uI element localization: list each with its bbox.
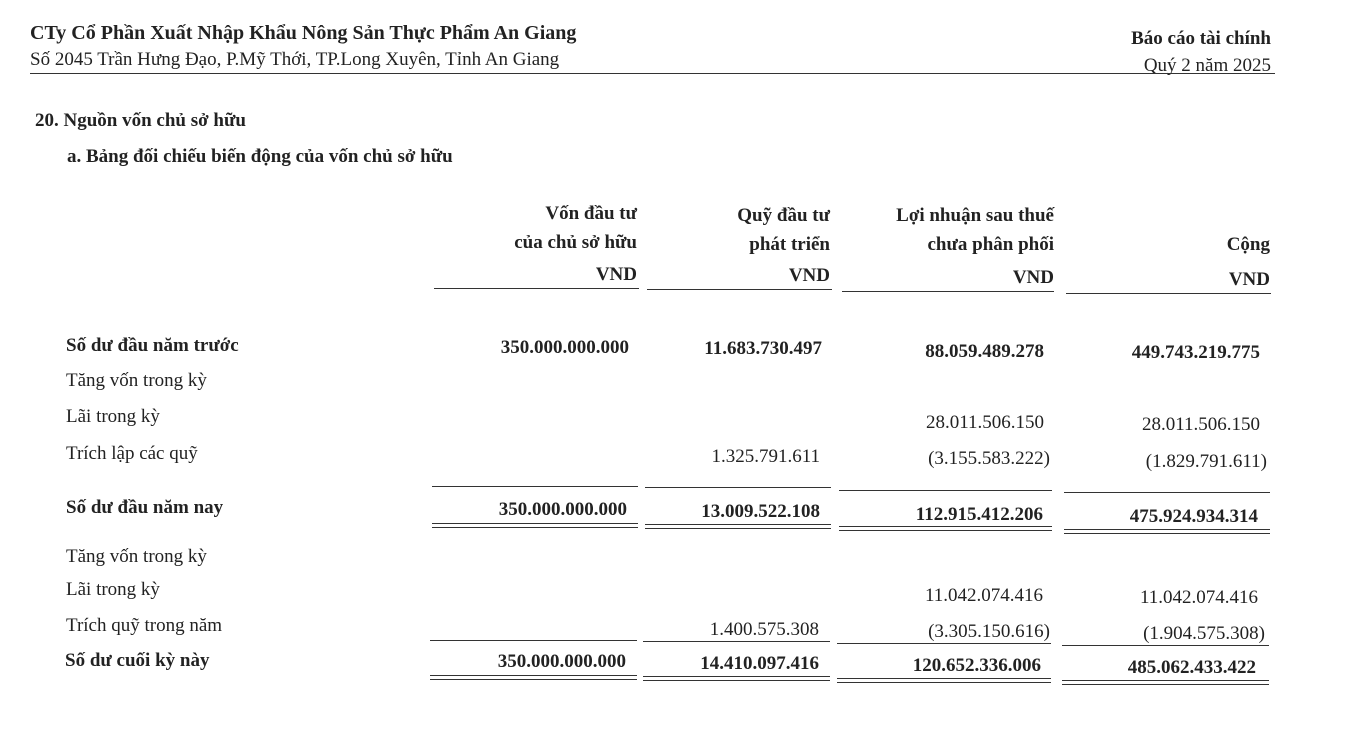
cell-value: 485.062.433.422 (1127, 657, 1256, 678)
header-underline (1066, 293, 1271, 294)
double-rule (432, 523, 638, 524)
double-rule (645, 528, 831, 529)
double-rule (839, 530, 1052, 531)
double-rule (645, 524, 831, 525)
cell-value: (1.904.575.308) (1143, 623, 1265, 644)
column-header-line2: chưa phân phối (927, 234, 1054, 255)
cell-value: (3.155.583.222) (928, 448, 1050, 469)
cell-value: 449.743.219.775 (1131, 342, 1260, 363)
subtotal-rule (432, 486, 638, 487)
cell-value: 112.915.412.206 (915, 504, 1043, 525)
column-unit: VND (595, 264, 637, 285)
column-unit: VND (1012, 267, 1054, 288)
cell-value: 350.000.000.000 (497, 651, 626, 672)
column-header-line2: của chủ sở hữu (514, 232, 637, 253)
column-header-line1: Vốn đầu tư (545, 203, 637, 224)
cell-value: 1.400.575.308 (709, 619, 819, 640)
double-rule (643, 680, 830, 681)
cell-value: 28.011.506.150 (1141, 414, 1260, 435)
header-rule (30, 73, 1275, 74)
column-header-line2: Cộng (1226, 234, 1270, 255)
cell-value: 13.009.522.108 (701, 501, 820, 522)
double-rule (1062, 680, 1269, 681)
company-name: CTy Cổ Phần Xuất Nhập Khẩu Nông Sản Thực Phẩm An Giang (30, 22, 577, 44)
column-header-owner-capital (514, 199, 637, 257)
double-rule (837, 678, 1051, 679)
section-title: 20. Nguồn vốn chủ sở hữu (35, 110, 246, 131)
report-title: Báo cáo tài chính (1131, 28, 1271, 49)
subtotal-rule (1064, 492, 1270, 493)
column-header-development-fund (737, 201, 830, 259)
cell-value: 28.011.506.150 (925, 412, 1044, 433)
subtotal-rule (837, 643, 1051, 644)
column-header-retained-earnings (896, 201, 1054, 259)
company-address: Số 2045 Trần Hưng Đạo, P.Mỹ Thới, TP.Long Xuyên, Tỉnh An Giang (30, 49, 560, 70)
cell-value: 350.000.000.000 (498, 499, 627, 520)
column-header-line2: phát triển (749, 234, 830, 255)
subtotal-rule (645, 487, 831, 488)
row-label-opening-prior-year: Số dư đầu năm trước (66, 335, 239, 356)
header-underline (842, 291, 1054, 292)
column-header-total (1227, 230, 1270, 259)
cell-value: 475.924.934.314 (1129, 506, 1258, 527)
cell-value: (1.829.791.611) (1145, 451, 1267, 472)
double-rule (1064, 533, 1270, 534)
subtotal-rule (1062, 645, 1269, 646)
row-label-opening-current-year: Số dư đầu năm nay (66, 497, 224, 518)
cell-value: 350.000.000.000 (500, 337, 629, 358)
section-subtitle: a. Bảng đối chiếu biến động của vốn chủ sở hữu (67, 146, 453, 167)
cell-value: 11.042.074.416 (924, 585, 1043, 606)
column-unit: VND (788, 265, 830, 286)
subtotal-rule (430, 640, 637, 641)
column-unit: VND (1228, 269, 1270, 290)
double-rule (432, 527, 638, 528)
subtotal-rule (839, 490, 1052, 491)
header-underline (434, 288, 639, 289)
cell-value: (3.305.150.616) (928, 621, 1050, 642)
row-label-fund-appropriation: Trích lập các quỹ (66, 443, 198, 464)
column-header-line1: Lợi nhuận sau thuế (896, 205, 1054, 226)
cell-value: 11.683.730.497 (704, 338, 822, 359)
cell-value: 1.325.791.611 (711, 446, 820, 467)
row-label-capital-increase: Tăng vốn trong kỳ (66, 546, 207, 567)
column-header-line1: Quỹ đầu tư (737, 205, 830, 226)
cell-value: 88.059.489.278 (925, 341, 1044, 362)
double-rule (837, 682, 1051, 683)
double-rule (1062, 684, 1269, 685)
cell-value: 14.410.097.416 (700, 653, 819, 674)
cell-value: 120.652.336.006 (912, 655, 1041, 676)
double-rule (839, 526, 1052, 527)
cell-value: 11.042.074.416 (1139, 587, 1258, 608)
row-label-profit-in-period: Lãi trong kỳ (66, 406, 160, 427)
double-rule (643, 676, 830, 677)
row-label-profit-in-period: Lãi trong kỳ (66, 579, 160, 600)
subtotal-rule (643, 641, 830, 642)
header-underline (647, 289, 832, 290)
report-period: Quý 2 năm 2025 (1143, 55, 1271, 76)
row-label-fund-transfer: Trích quỹ trong năm (66, 615, 223, 636)
row-label-closing-balance: Số dư cuối kỳ này (65, 650, 210, 671)
double-rule (430, 675, 637, 676)
double-rule (430, 679, 637, 680)
double-rule (1064, 529, 1270, 530)
row-label-capital-increase: Tăng vốn trong kỳ (66, 370, 207, 391)
